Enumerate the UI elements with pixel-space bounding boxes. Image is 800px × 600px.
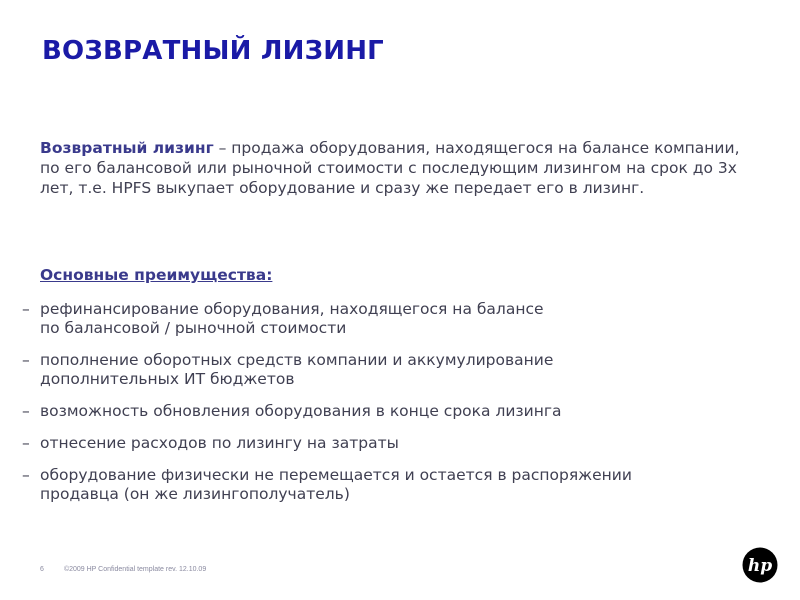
- advantage-text: отнесение расходов по лизингу на затраты: [40, 434, 399, 452]
- advantage-text: возможность обновления оборудования в конце срока лизинга: [40, 402, 562, 420]
- advantage-text-cont: по балансовой / рыночной стоимости: [40, 319, 347, 337]
- bullet-dash: –: [22, 402, 30, 420]
- advantage-item: [22, 351, 742, 389]
- hp-logo-text: hp: [747, 556, 773, 576]
- advantages-list: [22, 300, 742, 517]
- advantage-text-cont: дополнительных ИТ бюджетов: [40, 370, 295, 388]
- slide-footer: [40, 566, 206, 573]
- advantage-text: оборудование физически не перемещается и остается в распоряжении: [40, 466, 632, 484]
- advantages-heading: Основные преимущества:: [40, 266, 273, 284]
- bullet-dash: –: [22, 351, 30, 369]
- advantage-item: [22, 402, 742, 421]
- advantage-item: [22, 434, 742, 453]
- advantage-text-cont: продавца (он же лизингополучатель): [40, 485, 350, 503]
- advantage-item: [22, 300, 742, 338]
- bullet-dash: –: [22, 466, 30, 484]
- bullet-dash: –: [22, 434, 30, 452]
- bullet-dash: –: [22, 300, 30, 318]
- intro-text: – продажа оборудования, находящегося на балансе компании, по его балансовой или рыночной стоимости с последующим лизингом на срок до 3х лет, т.е. HPFS выкупает оборудование и сразу же передает его в лизинг.: [40, 139, 740, 197]
- advantage-item: [22, 466, 742, 504]
- slide-title: ВОЗВРАТНЫЙ ЛИЗИНГ: [42, 36, 384, 66]
- hp-logo-icon: [742, 547, 778, 583]
- advantage-text: пополнение оборотных средств компании и аккумулирование: [40, 351, 554, 369]
- footer-text: ©2009 HP Confidential template rev. 12.10.09: [63, 566, 207, 573]
- advantage-text: рефинансирование оборудования, находящегося на балансе: [40, 300, 544, 318]
- intro-term: Возвратный лизинг: [40, 139, 214, 157]
- page-number: 6: [40, 566, 44, 573]
- intro-paragraph: [40, 138, 740, 198]
